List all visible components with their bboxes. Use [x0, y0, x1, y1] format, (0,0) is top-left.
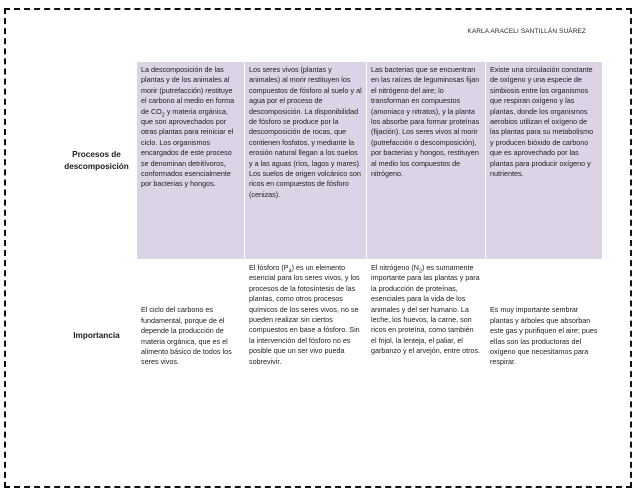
table-cell: Los seres vivos (plantas y animales) al morir restituyen los compuestos de fósforo al suelo y al agua por el proceso de descomposición. La disponibilidad de fósforo se produce por la descomposición de rocas, que contienen fosfatos, y mediante la erosión natural llegan a los suelos y a las aguas (ríos, lagos y mares). Los suelos de origen volcánico son ricos en compuestos de fósforo (cenizas).: [245, 62, 367, 260]
table-cell: El ciclo del carbono es fundamental, porque de él depende la producción de materia orgánica, que es el alimento básico de todos los seres vivos.: [137, 260, 245, 413]
table-cell: La descomposición de las plantas y de los animales al morir (putrefacción) restituye el carbono al medio en forma de $CO_2$ y materia orgánica, que son aprovechados por otras plantas para reiniciar el ciclo. Los organismos encargados de este proceso se denominan detritívoros, conformados esencialmente por bacterias y hongos.: [137, 62, 245, 260]
row-header-importance: Importancia: [57, 260, 137, 413]
table-row: [57, 62, 603, 260]
row-header-processes: Procesos de descomposición: [57, 62, 137, 260]
table-cell: El fósforo $(P_4)$ es un elemento esencial para los seres vivos, y los procesos de la fotosíntesis de las plantas, como otros procesos químicos de los seres vivos, no se pueden realizar sin ciertos compuestos en base a fósforo. Sin la intervención del fósforo no es posible que un ser vivo pueda sobrevivir.: [245, 260, 367, 413]
table-cell: El nitrógeno $(N_2)$ es sumamente importante para las plantas y para la producción de proteínas, esenciales para la vida de los animales y del ser humano. La leche, los huevos, la carne, son ricos en proteína, como también el frijol, la lenteja, el paliar, el garbanzo y el arvejón, entre otros.: [367, 260, 486, 413]
table-cell: Existe una circulación constante de oxígeno y una especie de simbiosis entre los organismos que respiran oxígeno y las plantas, donde los organismos aerobios utilizan el oxígeno de las plantas para su metabolismo y producen bióxido de carbono que es aprovechado por las plantas para producir oxígeno y nutrientes.: [486, 62, 603, 260]
author-name: KARLA ARACELI SANTILLÁN SUÁREZ: [467, 28, 586, 35]
table-cell: Es muy importante sembrar plantas y árboles que absorban este gas y purifiquen el aire; pues ellas son las productoras del oxígeno que necesitamos para respirar.: [486, 260, 603, 413]
table-row: [57, 260, 603, 413]
comparison-table: [56, 61, 603, 413]
table-cell: Las bacterias que se encuentran en las raíces de leguminosas fijan el nitrógeno del aire; lo transforman en compuestos (amoniaco y nitratos), y la planta los absorbe para formar proteínas (fijación). Los seres vivos al morir (putrefacción o descomposición), por bacterias y hongos, restituyen al medio los compuestos de nitrógeno.: [367, 62, 486, 260]
